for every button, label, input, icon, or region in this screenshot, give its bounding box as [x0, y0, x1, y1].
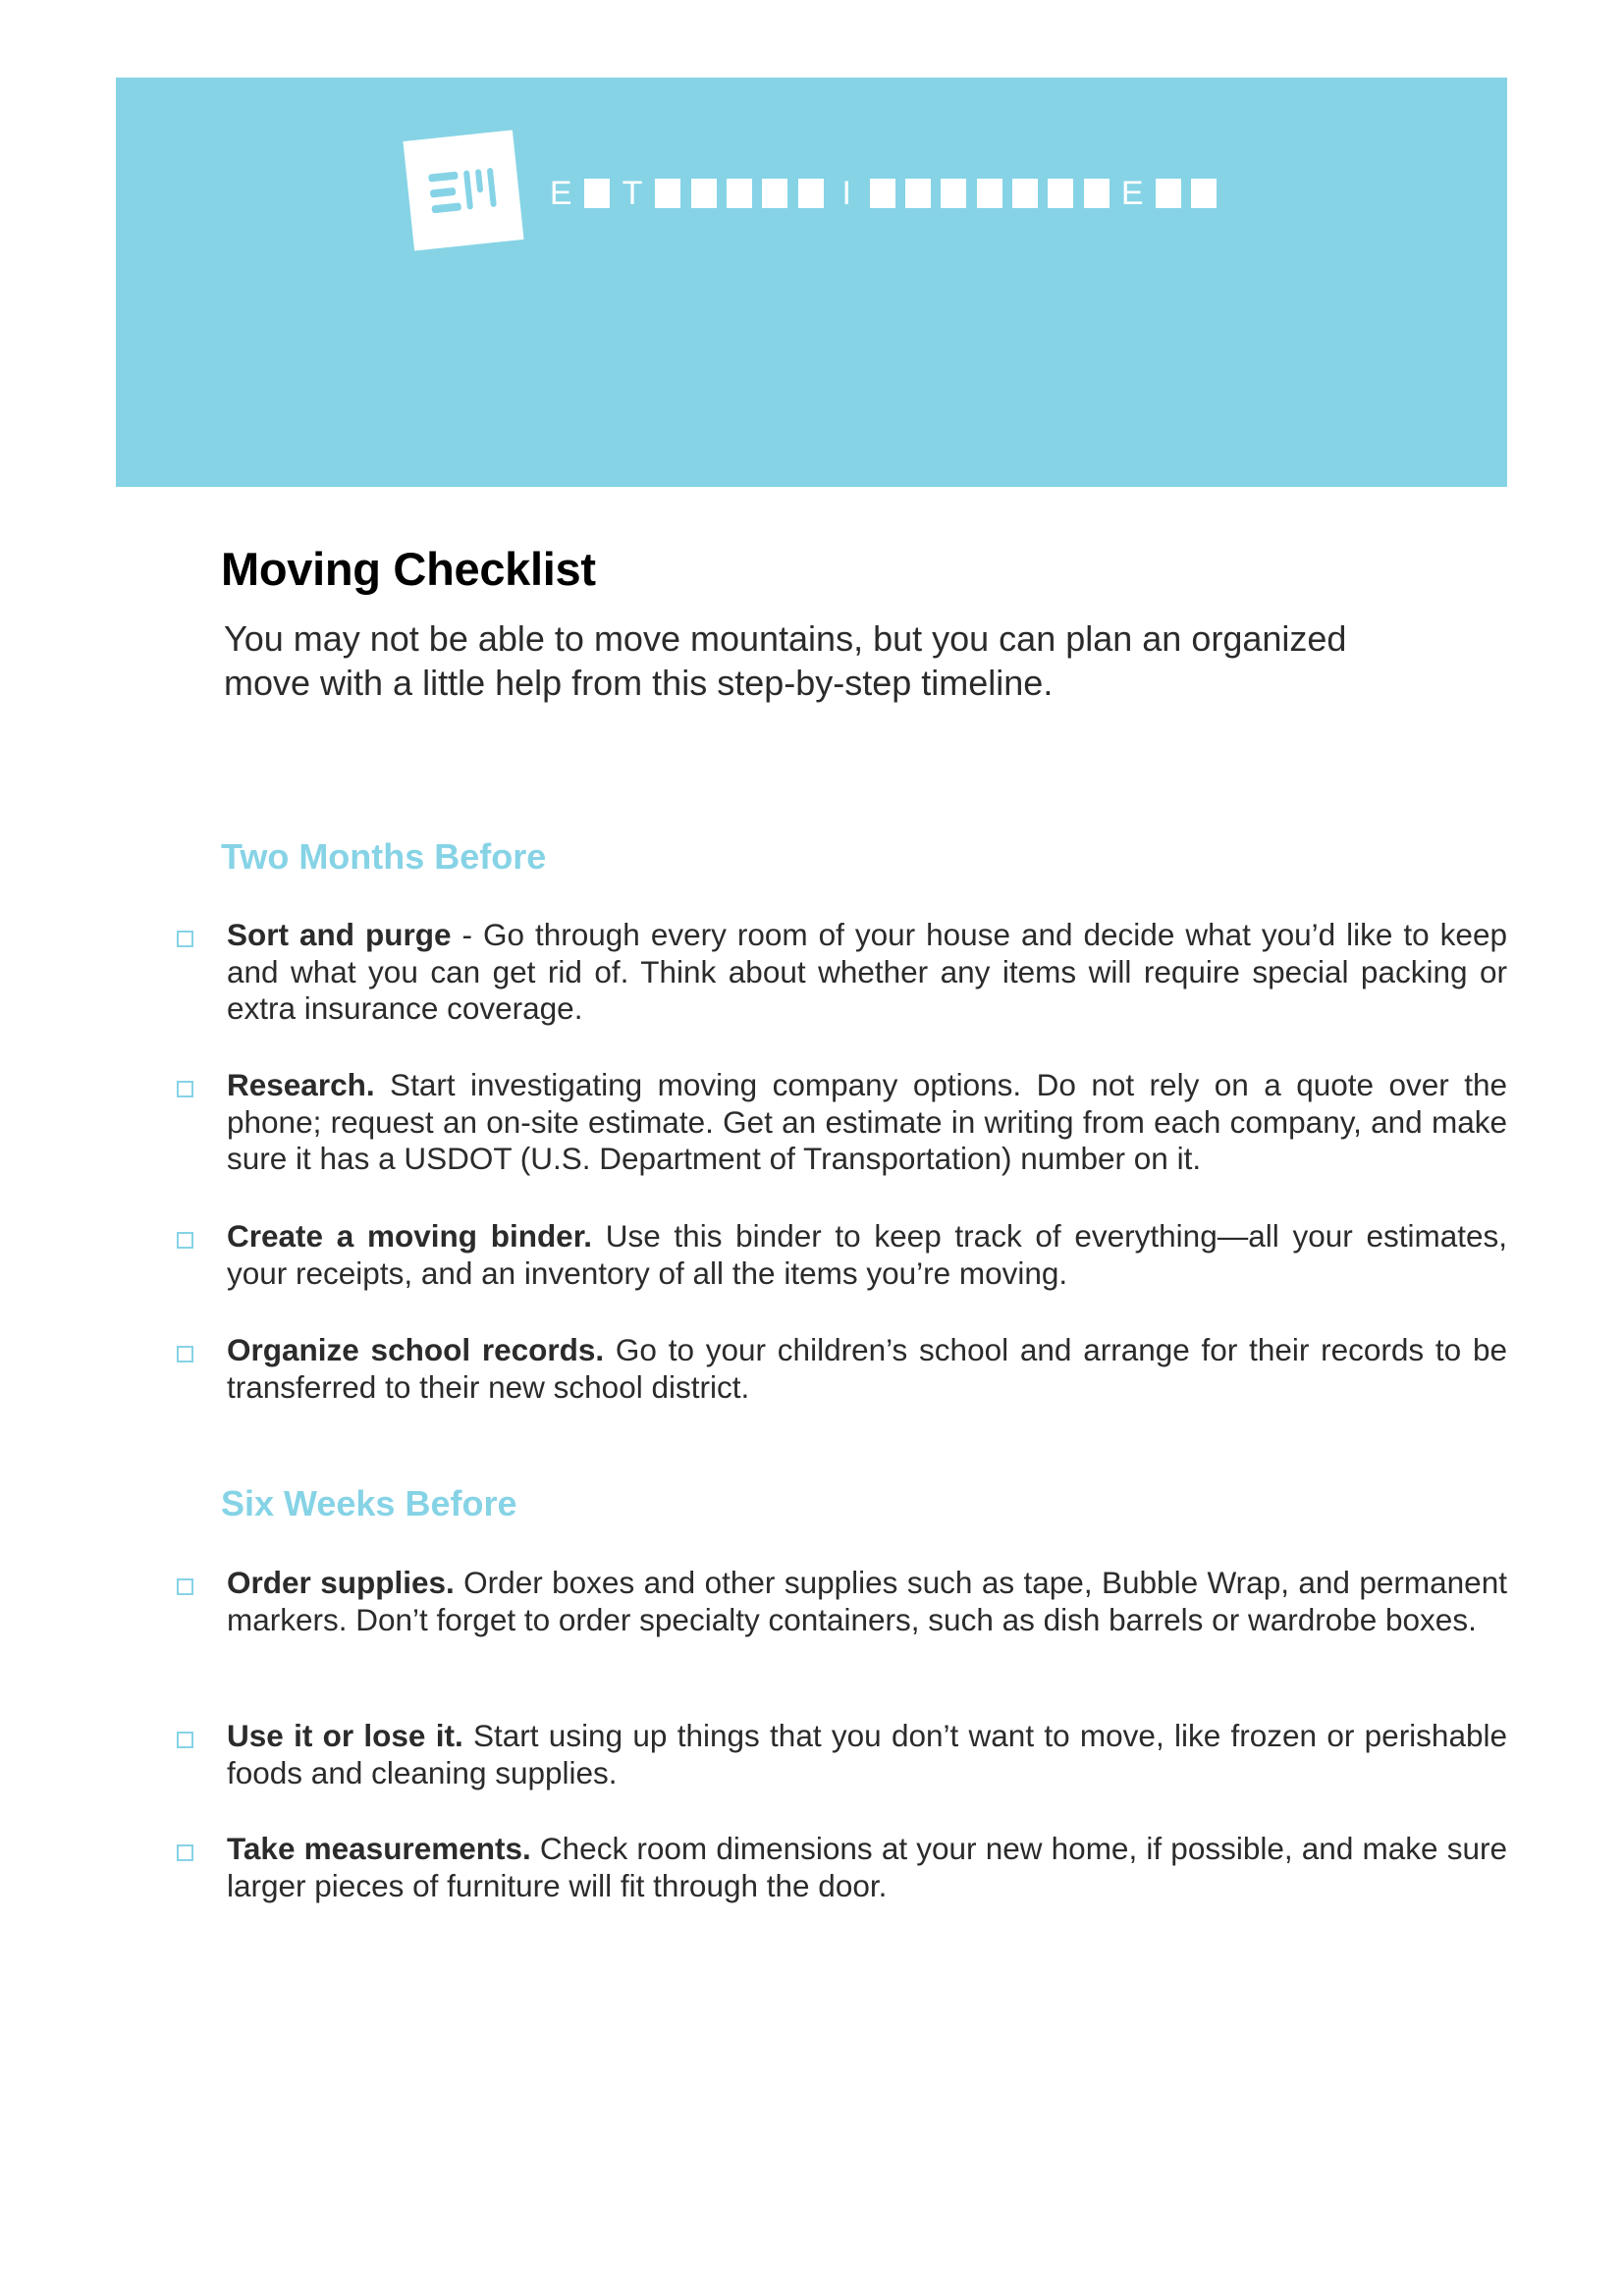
- item-text: [227, 1565, 1507, 1638]
- item-label: Organize school records.: [227, 1332, 605, 1367]
- intro-text: [224, 616, 1500, 705]
- item-text: [227, 1718, 1507, 1791]
- item-text: [227, 1218, 1507, 1292]
- checkbox-icon[interactable]: [177, 1844, 193, 1861]
- logo-letter: T: [622, 175, 643, 212]
- checkbox-icon[interactable]: [177, 1732, 193, 1748]
- checkbox-icon[interactable]: [177, 931, 193, 947]
- logo-letter: [1191, 179, 1217, 208]
- page-title: Moving Checklist: [221, 543, 596, 595]
- checklist-item: [169, 1218, 1507, 1292]
- item-label: Research.: [227, 1067, 375, 1102]
- logo-letter: I: [841, 175, 851, 212]
- item-description: Start using up things that you don’t want to move, like frozen or perishable foods and cleaning supplies.: [227, 1718, 1508, 1790]
- checkbox-icon[interactable]: [177, 1578, 193, 1595]
- logo-letter: [977, 179, 1002, 208]
- item-description: Check room dimensions at your new home, if possible, and make sure larger pieces of furniture will fit through the door.: [227, 1831, 1507, 1903]
- item-label: Take measurements.: [227, 1831, 531, 1866]
- checklist-item: [169, 1067, 1507, 1178]
- logo-letter: [584, 179, 610, 208]
- section-heading-two-months: Two Months Before: [221, 836, 547, 877]
- checklist-item: [169, 1565, 1507, 1638]
- logo-letter: [691, 179, 717, 208]
- checkbox-icon[interactable]: [177, 1081, 193, 1097]
- logo-letter: [870, 179, 895, 208]
- logo-mark-icon: [403, 130, 523, 250]
- logo-letter: [798, 179, 824, 208]
- logo-wordmark: [543, 174, 1221, 213]
- logo-letter: [1048, 179, 1073, 208]
- checkbox-icon[interactable]: [177, 1346, 193, 1362]
- logo-letter: [1012, 179, 1038, 208]
- item-text: [227, 1332, 1507, 1406]
- item-description: Go to your children’s school and arrange for their records to be transferred to their new school district.: [227, 1332, 1508, 1405]
- checklist-item: [169, 1718, 1507, 1791]
- item-label: Use it or lose it.: [227, 1718, 463, 1753]
- section-heading-six-weeks: Six Weeks Before: [221, 1483, 517, 1523]
- logo-letter: [762, 179, 787, 208]
- logo-letter: [727, 179, 752, 208]
- logo-letter: [1084, 179, 1110, 208]
- checkbox-icon[interactable]: [177, 1232, 193, 1249]
- intro-line-2: move with a little help from this step-by-step timeline.: [224, 663, 1054, 703]
- item-text: [227, 1831, 1507, 1904]
- logo-letter: [905, 179, 931, 208]
- item-label: Create a moving binder.: [227, 1218, 592, 1254]
- checklist-item: [169, 1831, 1507, 1904]
- item-text: [227, 1067, 1507, 1178]
- logo-letter: [1156, 179, 1181, 208]
- logo-letter: E: [549, 175, 572, 212]
- item-description: Use this binder to keep track of everything—all your estimates, your receipts, and an inventory of all the items you’re moving.: [227, 1218, 1507, 1291]
- logo-letter: [655, 179, 680, 208]
- item-description: Start investigating moving company options. Do not rely on a quote over the phone; request an on-site estimate. Get an estimate in writing from each company, and make sure it has a USDOT (U.S. Department of Transportation) number on it.: [227, 1067, 1507, 1176]
- item-label: Sort and purge: [227, 917, 452, 952]
- item-text: [227, 917, 1507, 1028]
- logo-letter: E: [1120, 175, 1144, 212]
- item-label: Order supplies.: [227, 1565, 455, 1600]
- logo-letter: [941, 179, 966, 208]
- checklist-item: [169, 1332, 1507, 1406]
- item-description: - Go through every room of your house and decide what you’d like to keep and what you can get rid of. Think about whether any items will require special packing or extra insurance coverage.: [227, 917, 1507, 1026]
- checklist-item: [169, 917, 1507, 1028]
- intro-line-1: You may not be able to move mountains, but you can plan an organized: [224, 618, 1347, 659]
- header-banner: [116, 78, 1507, 487]
- item-description: Order boxes and other supplies such as tape, Bubble Wrap, and permanent markers. Don’t forget to order specialty containers, such as dish barrels or wardrobe boxes.: [227, 1565, 1507, 1637]
